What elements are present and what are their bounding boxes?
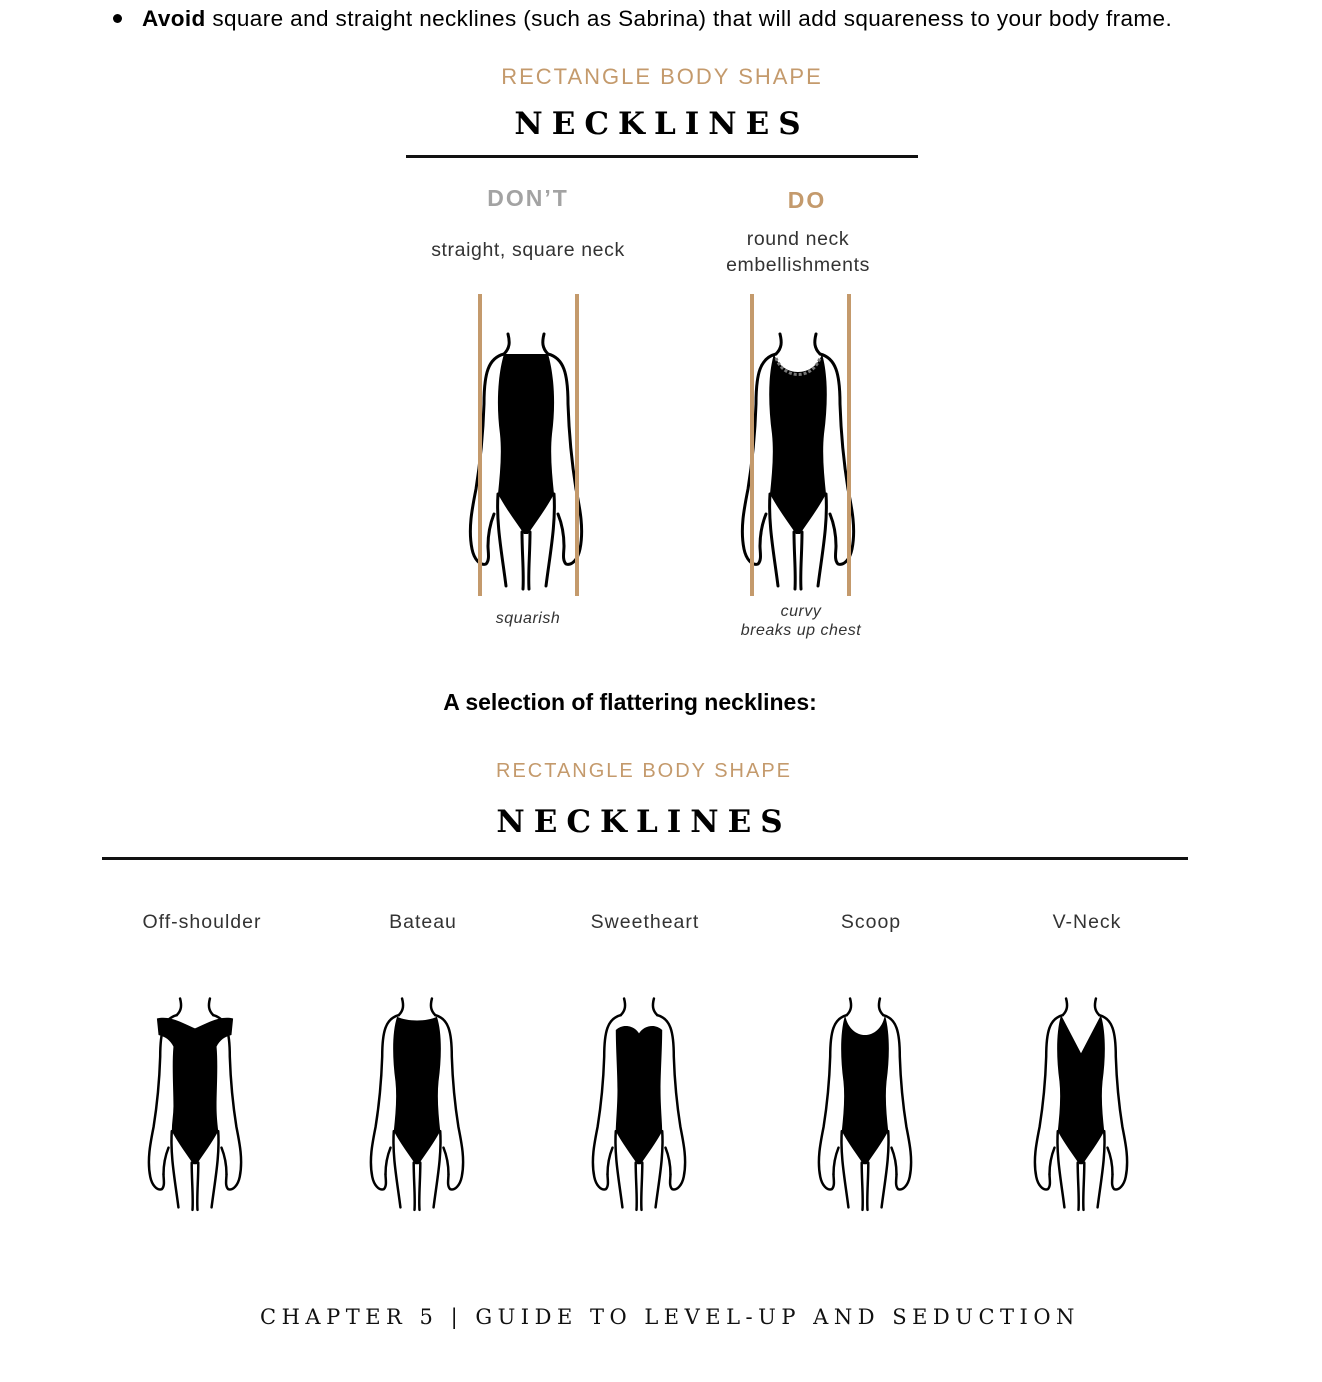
do-caption-line2: embellishments [726, 254, 870, 276]
bullet-bold-lead: Avoid [142, 6, 206, 31]
figure1-subtitle: RECTANGLE BODY SHAPE [501, 64, 823, 89]
do-heading: DO [787, 187, 827, 213]
scoop-bodysuit [841, 1015, 889, 1164]
off-shoulder-illustration [130, 982, 260, 1214]
style-label-sweetheart: Sweetheart [590, 911, 700, 933]
off-shoulder-bodysuit [157, 1018, 233, 1165]
dont-caption: straight, square neck [431, 239, 625, 261]
scoop-illustration [800, 982, 930, 1214]
do-note-line2: breaks up chest [740, 622, 862, 639]
style-label-bateau: Bateau [389, 911, 457, 933]
sweetheart-illustration [574, 982, 704, 1214]
bateau-bodysuit [393, 1017, 441, 1164]
selection-title: A selection of flattering necklines: [443, 689, 817, 715]
figure2-subtitle: RECTANGLE BODY SHAPE [496, 760, 792, 782]
style-label-off-shoulder: Off-shoulder [142, 911, 262, 933]
chapter-footer: CHAPTER 5 | GUIDE TO LEVEL-UP AND SEDUCTION [260, 1305, 1080, 1329]
figure2-divider [102, 857, 1188, 860]
bullet-paragraph [142, 1, 1230, 37]
bullet-marker [113, 14, 122, 23]
dont-heading: DON’T [487, 185, 569, 211]
do-note [701, 602, 901, 640]
figure1-title: NECKLINES [514, 106, 810, 142]
bateau-illustration [352, 982, 482, 1214]
round-neck-bodysuit [769, 354, 827, 534]
do-caption [680, 226, 916, 278]
bullet-body: square and straight necklines (such as Sabrina) that will add squareness to your body frame. [205, 6, 1173, 31]
dont-note: squarish [495, 610, 561, 627]
style-label-scoop: Scoop [840, 911, 902, 933]
figure1-divider [406, 155, 918, 158]
style-label-v-neck: V-Neck [1052, 911, 1122, 933]
do-body-illustration [718, 292, 878, 598]
sweetheart-bodysuit [616, 1026, 662, 1164]
v-neck-bodysuit [1057, 1015, 1105, 1164]
do-note-line1: curvy [780, 603, 822, 620]
dont-body-illustration [446, 292, 606, 598]
figure2-title: NECKLINES [496, 804, 792, 840]
v-neck-illustration [1016, 982, 1146, 1214]
do-caption-line1: round neck [746, 228, 850, 250]
square-neck-bodysuit [498, 354, 554, 534]
